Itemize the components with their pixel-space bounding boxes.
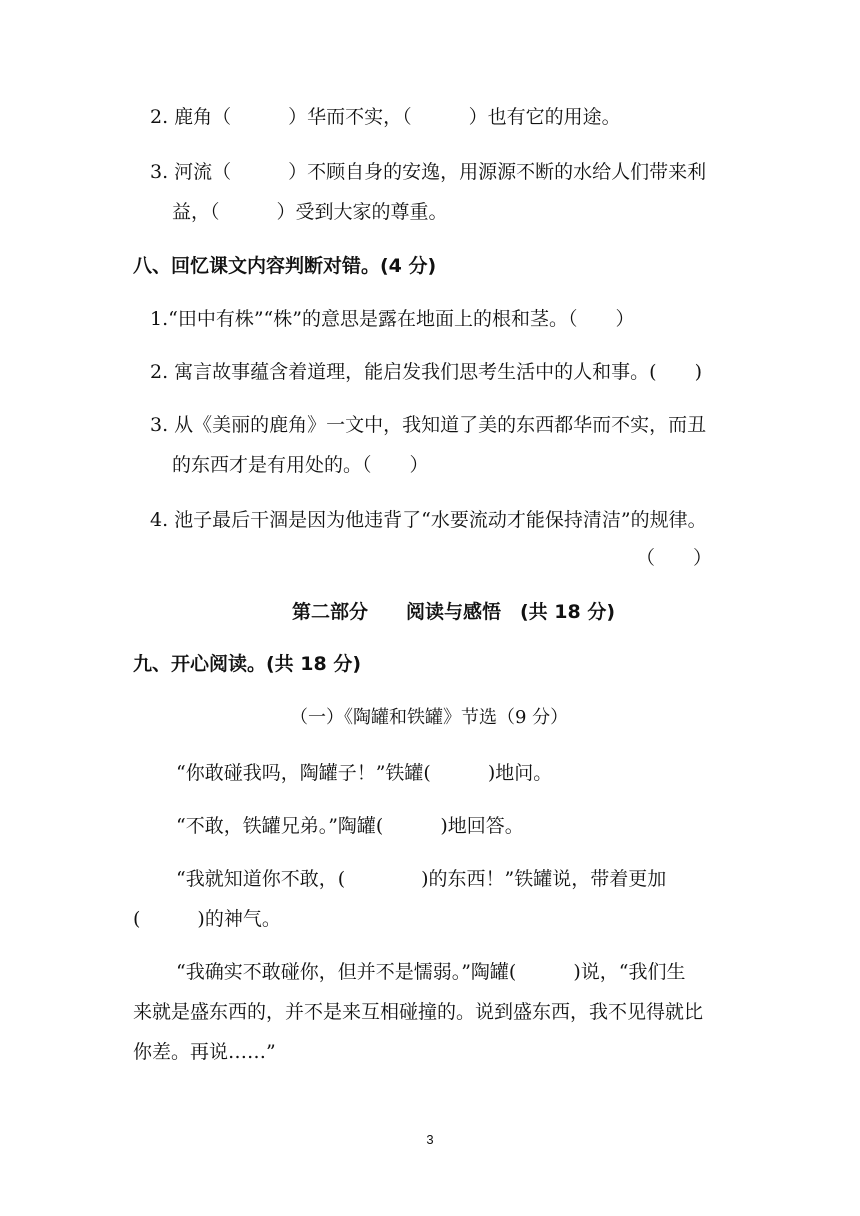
passage-p3-line-2: ( )的神气。 [133, 908, 281, 930]
passage-p3-line-1: “我就知道你不敢，( )的东西！”铁罐说，带着更加 [176, 868, 667, 890]
passage-p2: “不敢，铁罐兄弟。”陶罐( )地回答。 [176, 815, 524, 837]
s8-item-2: 2. 寓言故事蕴含着道理，能启发我们思考生活中的人和事。( ) [150, 361, 702, 383]
s8-item-4-line-1: 4. 池子最后干涸是因为他违背了“水要流动才能保持清洁”的规律。 [150, 509, 707, 531]
s8-item-3-line-2: 的东西才是有用处的。（ ） [172, 454, 429, 476]
s8-item-3-line-1: 3. 从《美丽的鹿角》一文中，我知道了美的东西都华而不实，而丑 [150, 414, 707, 436]
part-2-title: 第二部分 阅读与感悟 (共 18 分) [292, 601, 616, 623]
page-number: 3 [426, 1132, 434, 1147]
passage-p4-line-2: 来就是盛东西的，并不是来互相碰撞的。说到盛东西，我不见得就比 [133, 1001, 704, 1023]
passage-subtitle: （一）《陶罐和铁罐》节选（9 分） [290, 707, 569, 728]
s7-item-3-line-1: 3. 河流（ ）不顾自身的安逸，用源源不断的水给人们带来利 [150, 161, 707, 183]
s8-item-1: 1.“田中有株”“株”的意思是露在地面上的根和茎。（ ） [150, 308, 635, 330]
section-8-heading: 八、回忆课文内容判断对错。(4 分) [133, 255, 437, 277]
s7-item-3-line-2: 益，（ ）受到大家的尊重。 [172, 201, 448, 223]
passage-p4-line-3: 你差。再说……” [133, 1041, 276, 1063]
s7-item-2: 2. 鹿角（ ）华而不实，（ ）也有它的用途。 [150, 106, 621, 128]
s8-item-4-answer: （ ） [636, 547, 713, 569]
passage-p4-line-1: “我确实不敢碰你，但并不是懦弱。”陶罐( )说，“我们生 [176, 961, 686, 983]
passage-p1: “你敢碰我吗，陶罐子！”铁罐( )地问。 [176, 762, 553, 784]
section-9-heading: 九、开心阅读。(共 18 分) [133, 653, 362, 675]
